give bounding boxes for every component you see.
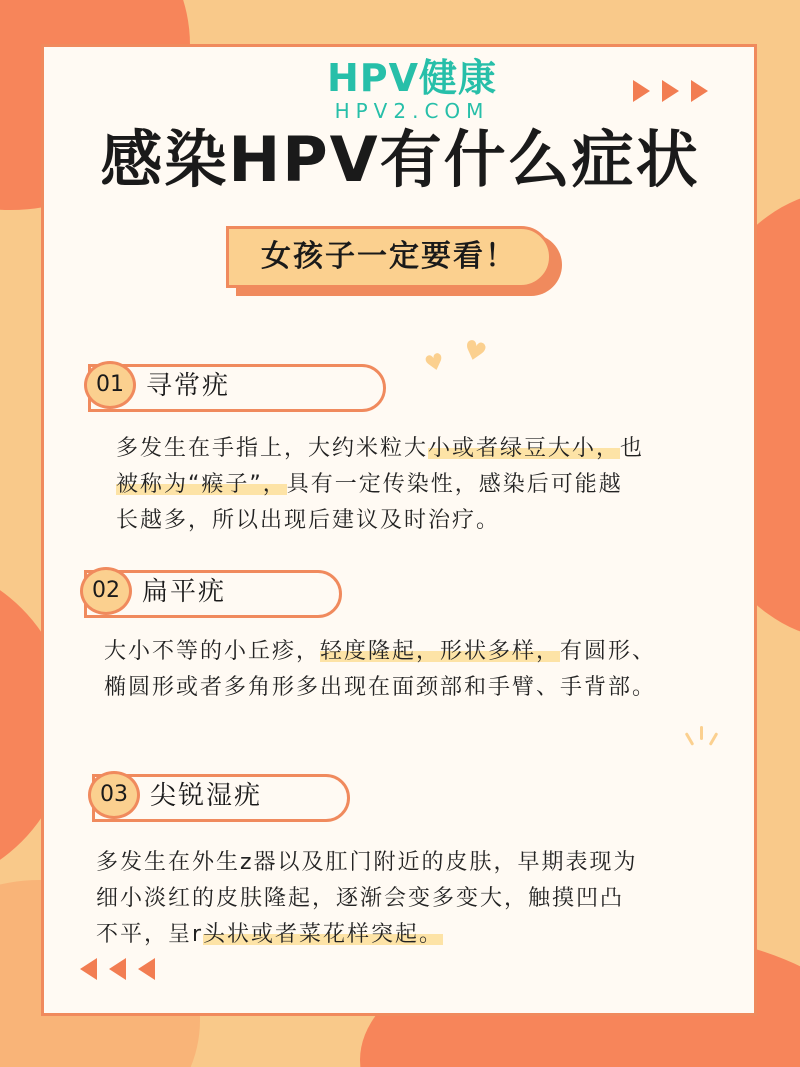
text-line: 多发生在手指上，大约米粒大小或者绿豆大小，也: [116, 436, 645, 461]
text-line: 长越多，所以出现后建议及时治疗。: [116, 508, 501, 533]
section-title: 扁平疣: [142, 577, 227, 607]
section-number: 01: [84, 361, 136, 409]
section-header-1: [88, 364, 386, 412]
arrows-left-icon: [80, 958, 167, 980]
section-header-3: [92, 774, 350, 822]
text-line: 不平，呈r头状或者菜花样突起。: [96, 922, 444, 947]
section-title: 寻常疣: [146, 371, 231, 401]
section-body-2: [104, 634, 656, 706]
arrows-right-icon: [633, 80, 720, 102]
subtitle-text: 女孩子一定要看！: [226, 226, 552, 288]
logo-text: HPV健康: [326, 56, 498, 100]
section-title: 尖锐湿疣: [150, 781, 263, 811]
logo-url: HPV2.COM: [334, 99, 490, 123]
text-line: 大小不等的小丘疹，轻度隆起，形状多样，有圆形、: [104, 639, 657, 664]
text-line: 被称为“瘊子”，具有一定传染性，感染后可能越: [116, 472, 623, 497]
text-line: 细小淡红的皮肤隆起，逐渐会变多变大，触摸凹凸: [96, 886, 625, 911]
brand-logo: [292, 56, 532, 122]
page-title: 感染HPV有什么症状: [100, 123, 700, 196]
text-line: 多发生在外生z器以及肛门附近的皮肤，早期表现为: [96, 850, 638, 875]
section-body-3: [96, 845, 638, 953]
text-line: 椭圆形或者多角形多出现在面颈部和手臂、手背部。: [104, 675, 657, 700]
section-number: 03: [88, 771, 140, 819]
subtitle-banner: [226, 226, 562, 296]
section-body-1: [116, 431, 644, 539]
section-header-2: [84, 570, 342, 618]
section-number: 02: [80, 567, 132, 615]
